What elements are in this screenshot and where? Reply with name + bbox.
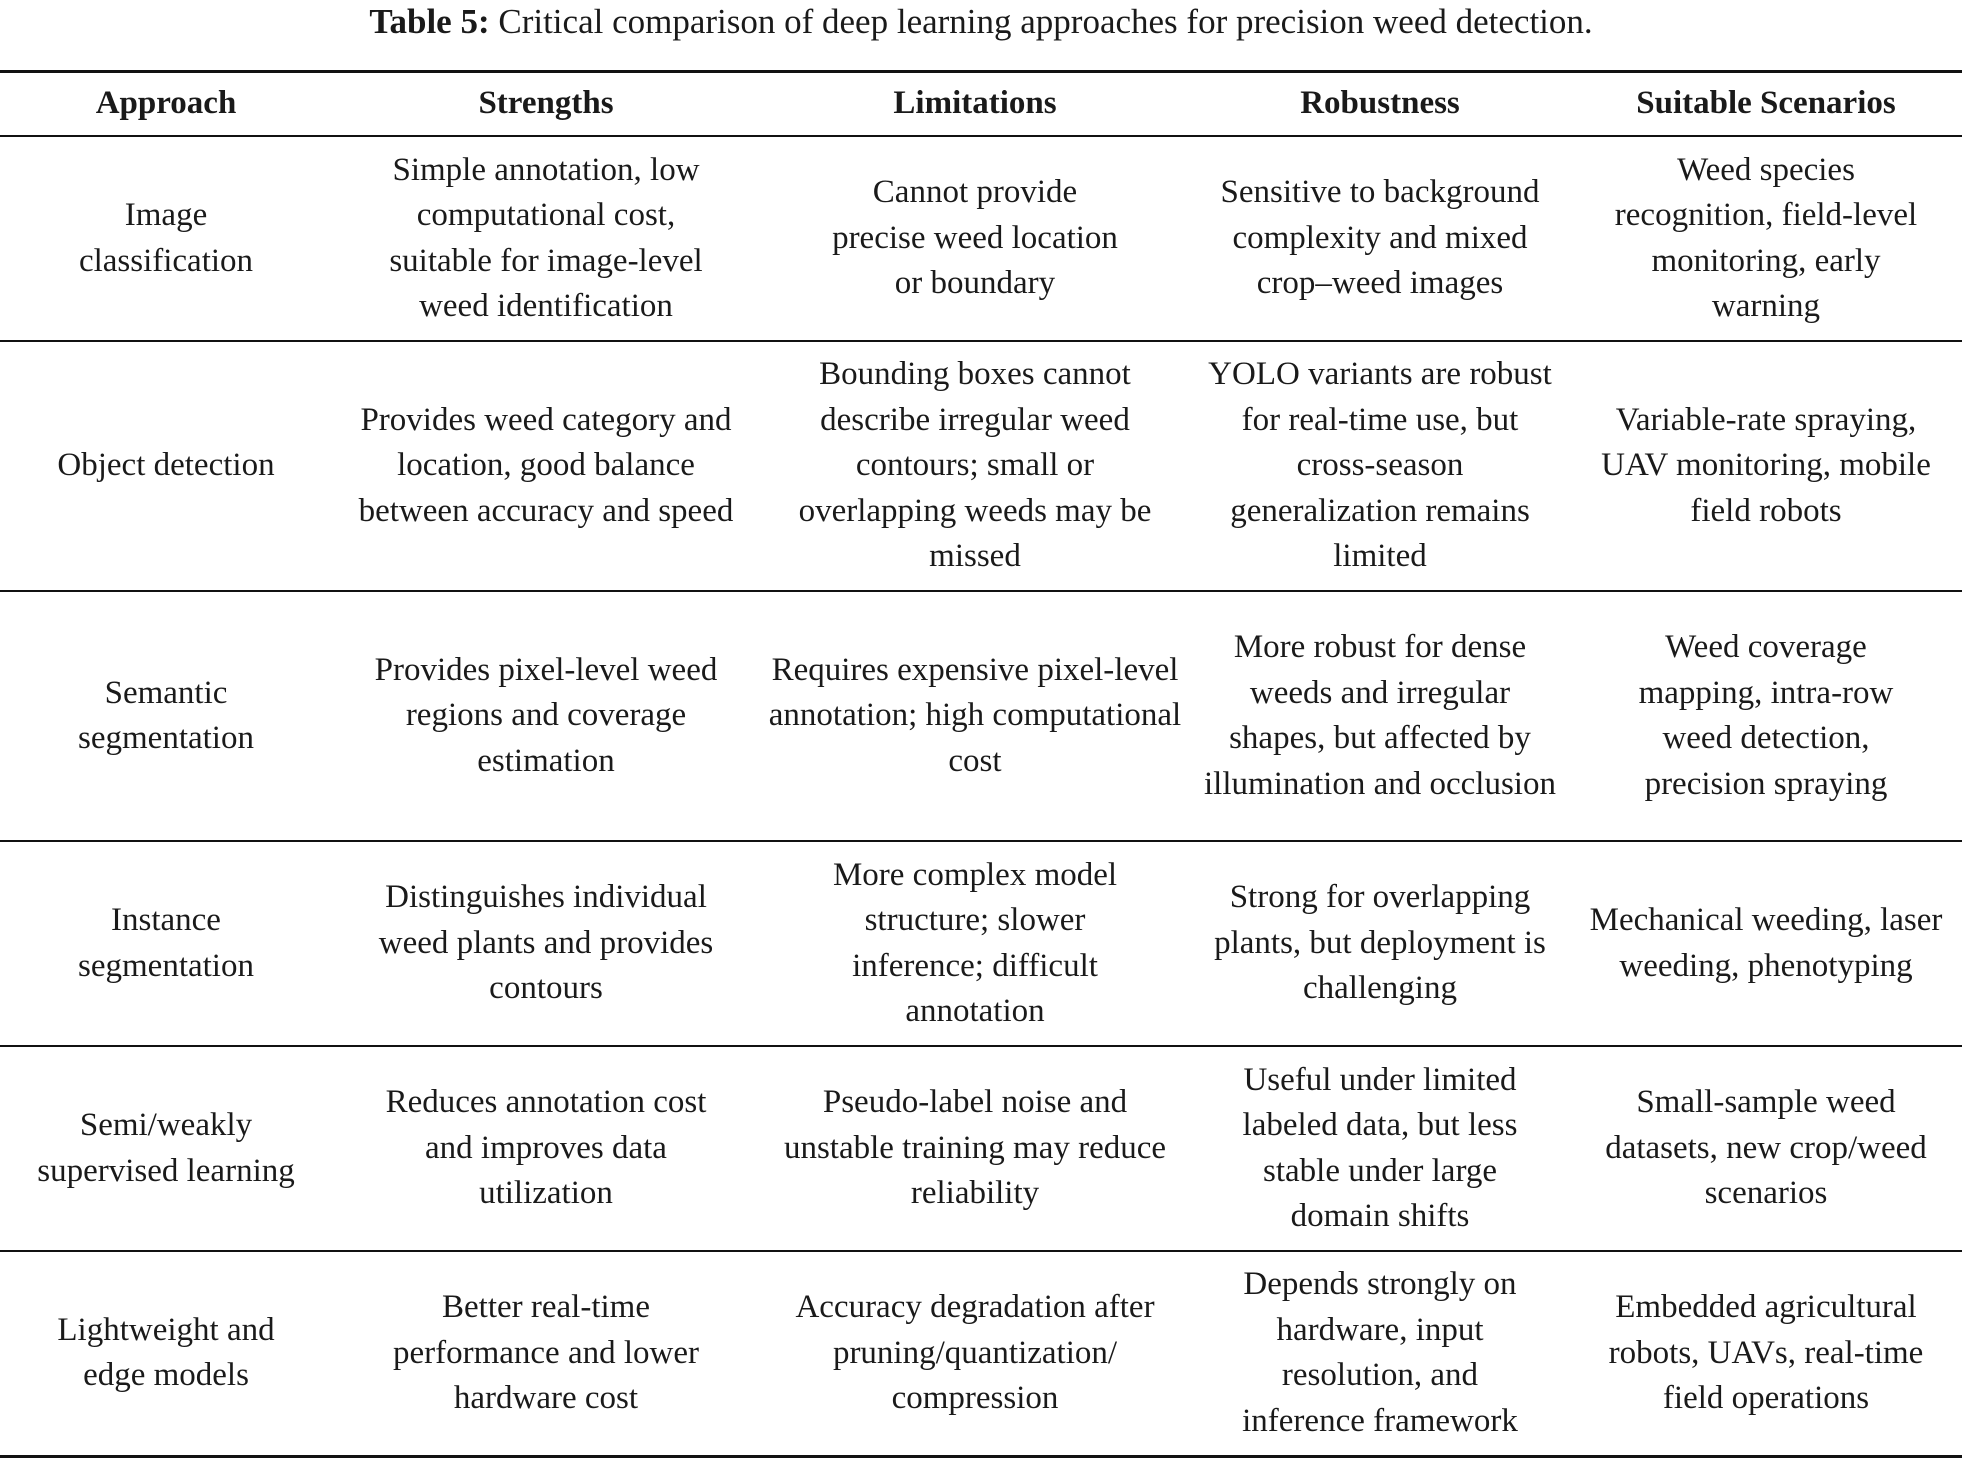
cell-approach: Semantic segmentation bbox=[0, 591, 332, 841]
table-row bbox=[0, 591, 1962, 841]
cell-robustness: YOLO variants are robust for real-time use, but cross-season generalization remains limited bbox=[1190, 341, 1570, 591]
cell-limitations: Cannot provide precise weed location or boundary bbox=[760, 136, 1190, 341]
cell-strengths: Distinguishes individual weed plants and provides contours bbox=[332, 841, 760, 1046]
cell-suitable-scenarios: Variable-rate spraying, UAV monitoring, mobile field robots bbox=[1570, 341, 1962, 591]
header-robustness: Robustness bbox=[1190, 72, 1570, 137]
cell-suitable-scenarios: Small-sample weed datasets, new crop/weed scenarios bbox=[1570, 1046, 1962, 1251]
table-row bbox=[0, 1251, 1962, 1456]
caption-label: Table 5: bbox=[369, 2, 490, 41]
cell-robustness: Strong for overlapping plants, but deployment is challenging bbox=[1190, 841, 1570, 1046]
cell-limitations: Accuracy degradation after pruning/quantization/ compression bbox=[760, 1251, 1190, 1456]
cell-approach: Semi/weakly supervised learning bbox=[0, 1046, 332, 1251]
cell-limitations: More complex model structure; slower inference; difficult annotation bbox=[760, 841, 1190, 1046]
cell-approach: Lightweight and edge models bbox=[0, 1251, 332, 1456]
cell-strengths: Reduces annotation cost and improves data utilization bbox=[332, 1046, 760, 1251]
comparison-table bbox=[0, 70, 1962, 1458]
cell-robustness: Useful under limited labeled data, but less stable under large domain shifts bbox=[1190, 1046, 1570, 1251]
cell-limitations: Requires expensive pixel-level annotation; high computational cost bbox=[760, 591, 1190, 841]
cell-suitable-scenarios: Weed species recognition, field-level monitoring, early warning bbox=[1570, 136, 1962, 341]
header-row bbox=[0, 72, 1962, 137]
cell-limitations: Pseudo-label noise and unstable training may reduce reliability bbox=[760, 1046, 1190, 1251]
cell-suitable-scenarios: Embedded agricultural robots, UAVs, real-time field operations bbox=[1570, 1251, 1962, 1456]
cell-strengths: Better real-time performance and lower hardware cost bbox=[332, 1251, 760, 1456]
header-approach: Approach bbox=[0, 72, 332, 137]
cell-approach: Object detection bbox=[0, 341, 332, 591]
header-limitations: Limitations bbox=[760, 72, 1190, 137]
cell-approach: Image classification bbox=[0, 136, 332, 341]
cell-robustness: Sensitive to background complexity and mixed crop–weed images bbox=[1190, 136, 1570, 341]
table-caption bbox=[0, 0, 1962, 44]
header-suitable-scenarios: Suitable Scenarios bbox=[1570, 72, 1962, 137]
cell-robustness: More robust for dense weeds and irregular shapes, but affected by illumination and occlusion bbox=[1190, 591, 1570, 841]
table-row bbox=[0, 841, 1962, 1046]
cell-suitable-scenarios: Mechanical weeding, laser weeding, phenotyping bbox=[1570, 841, 1962, 1046]
table-row bbox=[0, 1046, 1962, 1251]
cell-strengths: Simple annotation, low computational cost, suitable for image-level weed identification bbox=[332, 136, 760, 341]
cell-strengths: Provides weed category and location, good balance between accuracy and speed bbox=[332, 341, 760, 591]
cell-limitations: Bounding boxes cannot describe irregular weed contours; small or overlapping weeds may be missed bbox=[760, 341, 1190, 591]
cell-suitable-scenarios: Weed coverage mapping, intra-row weed detection, precision spraying bbox=[1570, 591, 1962, 841]
cell-strengths: Provides pixel-level weed regions and coverage estimation bbox=[332, 591, 760, 841]
table-row bbox=[0, 136, 1962, 341]
cell-robustness: Depends strongly on hardware, input resolution, and inference framework bbox=[1190, 1251, 1570, 1456]
table-row bbox=[0, 341, 1962, 591]
cell-approach: Instance segmentation bbox=[0, 841, 332, 1046]
header-strengths: Strengths bbox=[332, 72, 760, 137]
caption-text: Critical comparison of deep learning approaches for precision weed detection. bbox=[498, 2, 1593, 41]
